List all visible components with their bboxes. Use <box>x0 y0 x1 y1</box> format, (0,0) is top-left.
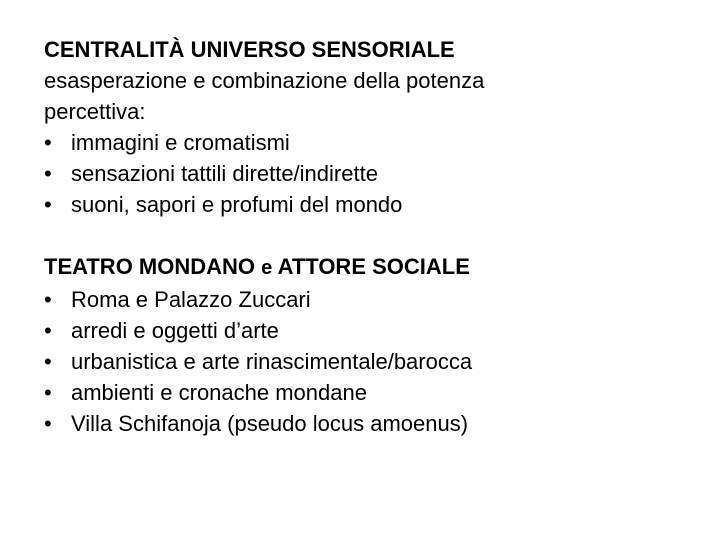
bullet-icon: • <box>44 192 52 217</box>
bullet-icon: • <box>44 349 52 374</box>
list-item <box>44 284 694 315</box>
list-item-text: Villa Schifanoja (pseudo locus amoenus) <box>71 411 469 436</box>
list-item <box>44 346 694 377</box>
list-item <box>44 127 694 158</box>
bullet-icon: • <box>44 161 52 186</box>
bullet-icon: • <box>44 318 52 343</box>
section-spacer <box>44 220 694 251</box>
list-item-text: immagini e cromatismi <box>71 130 290 155</box>
list-item <box>44 189 694 220</box>
list-item <box>44 377 694 408</box>
section-2-heading-part-3: ATTORE SOCIALE <box>277 254 470 279</box>
section-2-heading-part-1: TEATRO MONDANO <box>44 254 256 279</box>
list-item-text: urbanistica e arte rinascimentale/barocca <box>71 349 473 374</box>
list-item <box>44 315 694 346</box>
list-item-text: Roma e Palazzo Zuccari <box>71 287 311 312</box>
bullet-icon: • <box>44 287 52 312</box>
section-2-heading-conjunction: e <box>261 257 273 279</box>
slide-content <box>44 34 694 439</box>
bullet-icon: • <box>44 380 52 405</box>
list-item-text: suoni, sapori e profumi del mondo <box>71 192 403 217</box>
list-item <box>44 158 694 189</box>
bullet-icon: • <box>44 130 52 155</box>
list-item-text: arredi e oggetti d’arte <box>71 318 279 343</box>
section-1-heading: CENTRALITÀ UNIVERSO SENSORIALE <box>44 37 455 62</box>
section-1-intro-line-1: esasperazione e combinazione della potenza <box>44 68 485 93</box>
bullet-icon: • <box>44 411 52 436</box>
list-item <box>44 408 694 439</box>
list-item-text: ambienti e cronache mondane <box>71 380 367 405</box>
list-item-text: sensazioni tattili dirette/indirette <box>71 161 378 186</box>
section-1-intro-line-2: percettiva: <box>44 99 146 124</box>
section-2-heading <box>44 251 694 284</box>
